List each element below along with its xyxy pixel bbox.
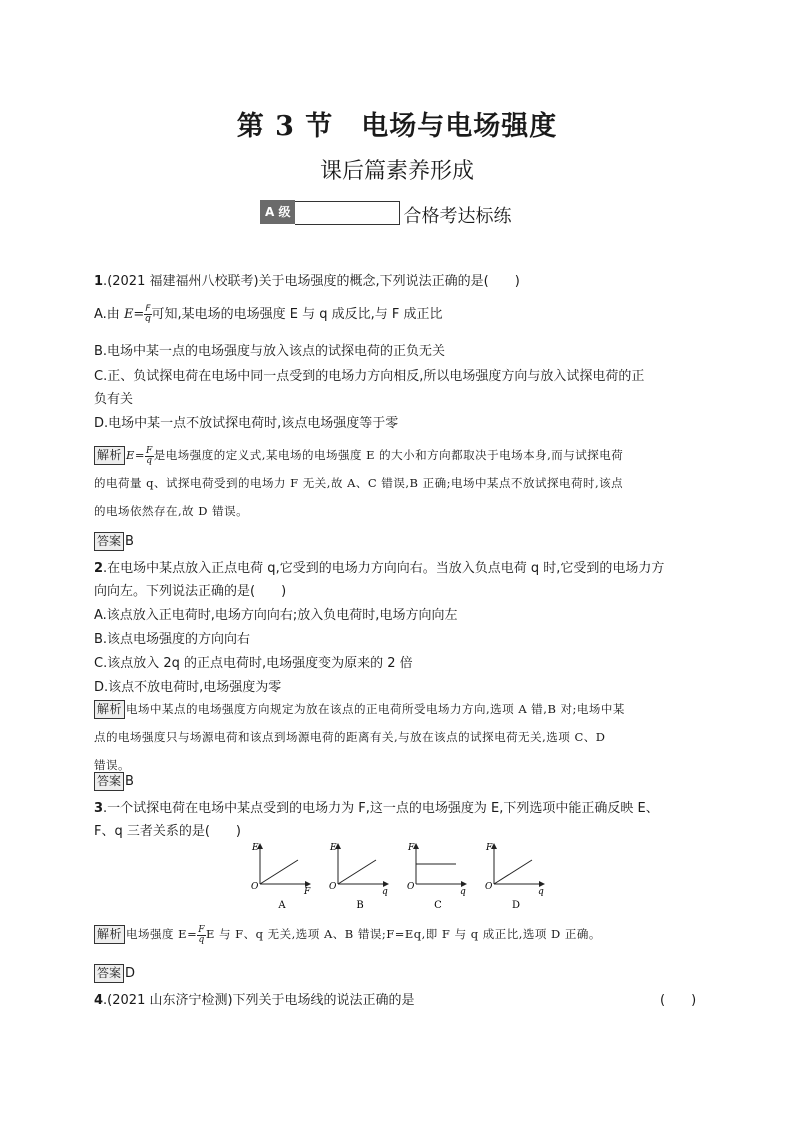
explanation-tag: 解析 bbox=[94, 446, 125, 465]
q3-graph-options bbox=[248, 840, 558, 910]
level-badge: A 级 bbox=[260, 200, 295, 224]
formula-fraction: $\frac{F}{q}$ bbox=[145, 304, 151, 324]
q1-option-d: D.电场中某一点不放试探电荷时,该点电场强度等于零 bbox=[94, 416, 399, 431]
graph-origin-label: O bbox=[251, 882, 259, 892]
q3-stem-line1: 3.一个试探电荷在电场中某点受到的电场力为 F,这一点的电场强度为 E,下列选项中能正确反映 E、 bbox=[94, 801, 659, 816]
q1-option-c-line1: C.正、负试探电荷在电场中同一点受到的电场力方向相反,所以电场强度方向与放入试探电荷的正 bbox=[94, 369, 645, 384]
q3-stem-line2: F、q 三者关系的是( ) bbox=[94, 824, 242, 839]
q2-stem-line2: 向向左。下列说法正确的是( ) bbox=[94, 584, 287, 599]
level-header bbox=[260, 200, 511, 228]
q3-explanation: 解析 电场强度 E= $\frac{F}{q}$ E 与 F、q 无关,选项 A、B 错误;F=Eq,即 F 与 q 成正比,选项 D 正确。 bbox=[94, 920, 700, 948]
q1-option-a: A.由 E= $\frac{F}{q}$ 可知,某电场的电场强度 E 与 q 成反比,与 F 成正比 bbox=[94, 304, 443, 324]
q3-answer: 答案 D bbox=[94, 964, 135, 983]
graph-origin-label: O bbox=[407, 882, 415, 892]
graph-line bbox=[494, 860, 532, 884]
graph-y-label: F bbox=[408, 843, 415, 853]
page-subtitle: 课后篇素养形成 bbox=[319, 159, 474, 184]
graph-x-label: F bbox=[304, 887, 311, 897]
q4-stem: 4.(2021 山东济宁检测)下列关于电场线的说法正确的是 bbox=[94, 993, 415, 1008]
q1-stem: 1.(2021 福建福州八校联考)关于电场强度的概念,下列说法正确的是( ) bbox=[94, 274, 520, 289]
q2-answer: 答案 B bbox=[94, 772, 134, 791]
graph-option-label: B bbox=[356, 900, 364, 910]
graph-y-label: E bbox=[252, 843, 259, 853]
page-title: 第 3 节 电场与电场强度 bbox=[236, 111, 558, 142]
graph-x-label: q bbox=[538, 887, 544, 897]
level-underline-box bbox=[295, 201, 400, 225]
graph-x-label: q bbox=[460, 887, 466, 897]
q2-option-b: B.该点电场强度的方向向右 bbox=[94, 632, 251, 647]
q4-answer-paren: ( ) bbox=[660, 993, 697, 1008]
graph-option-label: A bbox=[278, 900, 286, 910]
graph-line bbox=[338, 860, 376, 884]
level-label: 合格考达标练 bbox=[403, 206, 512, 227]
answer-tag: 答案 bbox=[94, 532, 124, 551]
graph-origin-label: O bbox=[485, 882, 493, 892]
q1-option-c-line2: 负有关 bbox=[94, 392, 134, 407]
q1-explanation: 解析 E= $\frac{F}{q}$ 是电场强度的定义式,某电场的电场强度 E 的大小和方向都取决于电场本身,而与试探电荷 的电荷量 q、试探电荷受到的电场力 F 无关,故 A、C 错误,B 正确;电场中某点不放试探电荷时,该点 的电场依然存在,故 D 错误。 bbox=[94, 445, 624, 518]
graph-x-label: q bbox=[382, 887, 388, 897]
q2-explanation: 解析 电场中某点的电场强度方向规定为放在该点的正电荷所受电场力方向,选项 A 错,B 对;电场中某 点的电场强度只与场源电荷和该点到场源电荷的距离有关,与放在该点的试探电荷无关,选项 C、D 错误。 bbox=[94, 702, 625, 772]
q1-answer: 答案 B bbox=[94, 532, 134, 551]
graph-y-label: F bbox=[486, 843, 493, 853]
graph-y-label: E bbox=[330, 843, 337, 853]
q1-option-b: B.电场中某一点的电场强度与放入该点的试探电荷的正负无关 bbox=[94, 344, 446, 359]
graph-origin-label: O bbox=[329, 882, 337, 892]
q2-option-c: C.该点放入 2q 的正点电荷时,电场强度变为原来的 2 倍 bbox=[94, 656, 413, 671]
q2-option-a: A.该点放入正电荷时,电场方向向右;放入负电荷时,电场方向向左 bbox=[94, 608, 458, 623]
graph-line bbox=[260, 860, 298, 884]
q2-option-d: D.该点不放电荷时,电场强度为零 bbox=[94, 680, 282, 695]
graph-option-label: D bbox=[511, 900, 521, 910]
q2-stem-line1: 2.在电场中某点放入正点电荷 q,它受到的电场力方向向右。当放入负点电荷 q 时,它受到的电场力方 bbox=[94, 561, 665, 576]
graph-option-label: C bbox=[434, 900, 442, 910]
